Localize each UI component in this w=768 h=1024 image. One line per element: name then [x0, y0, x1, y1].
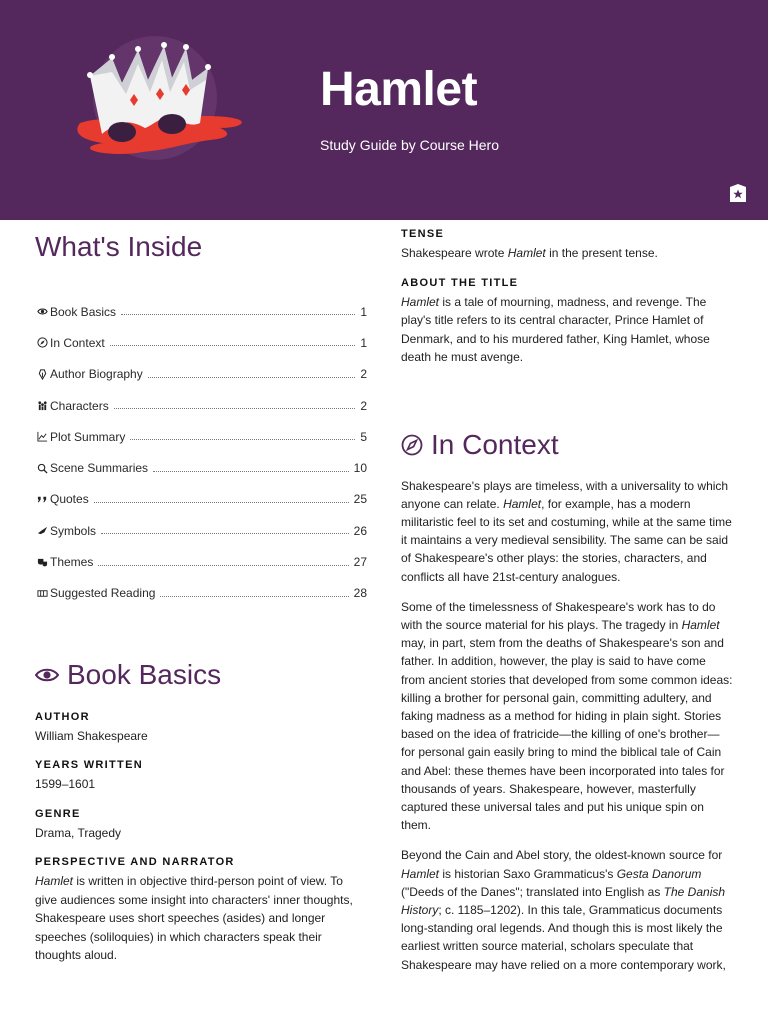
text-run: ; c. 1185–1202). In this tale, Grammaticus documents long-standing oral legends. And though this is most likely the earliest written source material, scholars speculate that Shakespeare may have relied on a more contemporary work, [401, 902, 726, 972]
text-run: Beyond the Cain and Abel story, the oldest-known source for [401, 848, 723, 863]
pen-nib-icon [35, 369, 49, 380]
course-hero-logo-icon [728, 183, 748, 203]
toc-label: Themes [50, 555, 94, 570]
toc-label: Author Biography [50, 367, 143, 382]
about-title-text: is a tale of mourning, madness, and revenge. The play's title refers to its central character, Prince Hamlet of Denmark, and to his murdered father, King Hamlet, whose death he must avenge. [401, 294, 710, 364]
toc-page: 27 [353, 555, 367, 570]
tense-value [401, 244, 733, 263]
toc-leader [148, 377, 356, 378]
perspective-text: is written in objective third-person point of view. To give audiences some insight into characters' inner thoughts, Shakespeare uses short speeches (asides) and longer speeches (soliloquies) in which characters speak their thoughts aloud. [35, 874, 353, 963]
in-context-heading [401, 413, 733, 477]
play-title: Hamlet [507, 246, 546, 260]
toc-page: 5 [360, 429, 367, 444]
books-icon [35, 588, 49, 599]
in-context-title: In Context [431, 428, 559, 460]
toc-label: Book Basics [50, 304, 117, 319]
toc-label: Symbols [50, 523, 97, 538]
toc-leader [160, 596, 348, 597]
toc-leader [101, 533, 349, 534]
text-run: , for example, has a modern militaristic feel to its set and costuming, while at the same time it maintains a very medieval sensibility. The same can be said of Shakespeare's other plays: the stories, characters, and conflicts all have 21st-century analogues. [401, 496, 732, 584]
paragraph [401, 598, 733, 835]
toc-item-themes[interactable] [35, 546, 367, 577]
toc-item-scene-summaries[interactable] [35, 452, 367, 483]
text-run: may, in part, stem from the deaths of Shakespeare's son and father. In addition, however, the play is said to have come from ancient stories that developed from some common ideas: killing a brother for personal gain, committing adultery, and faking madness as a method for hiding in plain sight. Stories based on the idea of fratricide—the killing of one's brother—for personal gain easily bring to mind the biblical tale of Cain and Abel: these themes have been incorporated into tales for thousands of years. Shakespeare, however, masterfully captured these universal tales and put his unique spin on them. [401, 636, 733, 833]
years-label: YEARS WRITTEN [35, 759, 143, 772]
work-title: The Danish History [401, 884, 726, 917]
toc-label: In Context [50, 335, 105, 350]
toc-label: Scene Summaries [50, 461, 149, 476]
book-basics-title: Book Basics [67, 658, 222, 690]
page-subtitle: Study Guide by Course Hero [320, 137, 499, 153]
right-column [401, 228, 733, 986]
toc-page: 1 [360, 304, 367, 319]
left-column [35, 228, 367, 965]
text-run: is historian Saxo Grammaticus's [439, 866, 617, 881]
perspective-value [35, 872, 367, 965]
toc-page: 1 [360, 335, 367, 350]
toc-leader [121, 314, 355, 315]
genre-value: Drama, Tragedy [35, 825, 122, 840]
toc-page: 28 [353, 586, 367, 601]
tense-pre: Shakespeare wrote [401, 246, 508, 260]
work-title: Gesta Danorum [616, 866, 702, 881]
table-of-contents [35, 296, 367, 609]
chart-icon [35, 431, 49, 442]
toc-item-suggested-reading[interactable] [35, 578, 367, 609]
text-run: Shakespeare's plays are timeless, with a universality to which anyone can relate. [401, 478, 729, 511]
toc-label: Plot Summary [50, 429, 126, 444]
toc-label: Quotes [50, 492, 89, 507]
tense-label: TENSE [401, 228, 445, 240]
toc-page: 26 [353, 523, 367, 538]
toc-item-author-biography[interactable] [35, 359, 367, 390]
text-run: ("Deeds of the Danes"; translated into English as [401, 884, 664, 899]
author-label: AUTHOR [35, 710, 90, 723]
compass-icon [401, 434, 423, 456]
toc-leader [114, 408, 356, 409]
tense-post: in the present tense. [545, 246, 658, 260]
about-title-label: ABOUT THE TITLE [401, 276, 519, 289]
quote-icon [35, 494, 49, 505]
toc-leader [130, 439, 355, 440]
toc-item-plot-summary[interactable] [35, 421, 367, 452]
text-run: Some of the timelessness of Shakespeare's work has to do with the source material for his plays. The tragedy in [401, 599, 716, 632]
whats-inside-heading: What's Inside [35, 231, 203, 262]
genre-label: GENRE [35, 807, 81, 820]
toc-page: 25 [353, 492, 367, 507]
eye-icon [35, 667, 59, 683]
toc-page: 2 [360, 367, 367, 382]
play-title: Hamlet [401, 866, 440, 881]
toc-label: Suggested Reading [50, 586, 156, 601]
play-title: Hamlet [503, 496, 542, 511]
page-title: Hamlet [320, 63, 478, 116]
compass-icon [35, 337, 49, 348]
people-icon [35, 400, 49, 411]
play-title: Hamlet [681, 617, 720, 632]
toc-page: 2 [360, 398, 367, 413]
toc-leader [94, 502, 349, 503]
cover-header [0, 0, 768, 220]
toc-item-quotes[interactable] [35, 484, 367, 515]
masks-icon [35, 557, 49, 568]
book-basics-heading [35, 647, 367, 703]
toc-item-in-context[interactable] [35, 327, 367, 358]
play-title: Hamlet [401, 294, 440, 309]
toc-leader [98, 565, 348, 566]
crown-illustration [60, 28, 260, 188]
bird-icon [35, 525, 49, 536]
toc-item-book-basics[interactable] [35, 296, 367, 327]
eye-icon [35, 306, 49, 317]
paragraph [401, 846, 733, 973]
toc-label: Characters [50, 398, 109, 413]
about-title-value [401, 293, 733, 367]
toc-page: 10 [353, 461, 367, 476]
author-value: William Shakespeare [35, 728, 148, 743]
years-value: 1599–1601 [35, 777, 96, 792]
perspective-label: PERSPECTIVE AND NARRATOR [35, 856, 235, 869]
toc-leader [110, 345, 356, 346]
toc-leader [153, 471, 349, 472]
toc-item-characters[interactable] [35, 390, 367, 421]
toc-item-symbols[interactable] [35, 515, 367, 546]
paragraph [401, 477, 733, 586]
play-title: Hamlet [35, 874, 74, 889]
magnifier-icon [35, 463, 49, 474]
